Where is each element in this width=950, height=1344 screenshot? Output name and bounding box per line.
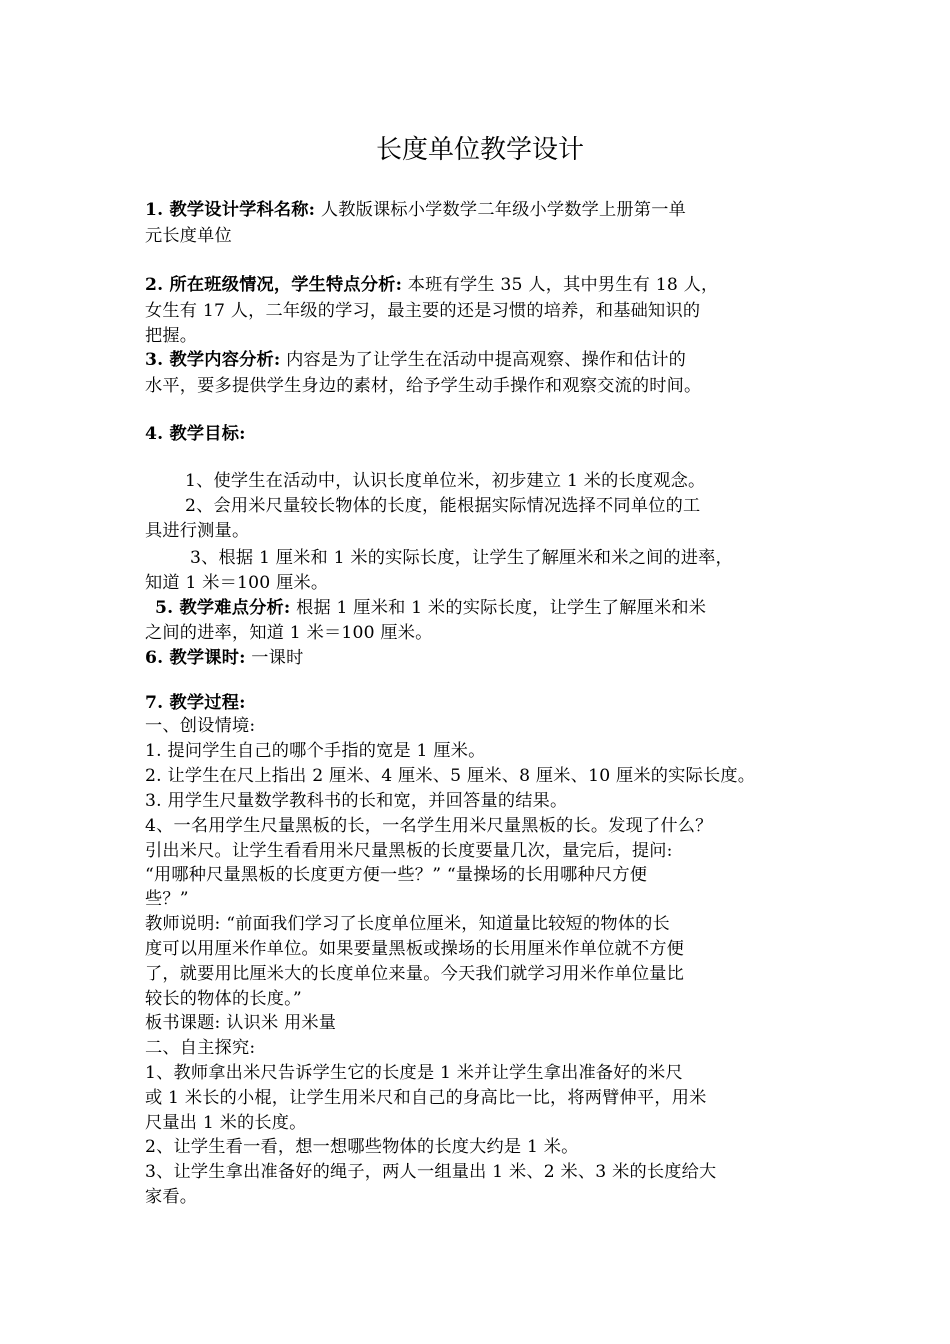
goal-2-line-1: 2、会用米尺量较长物体的长度，能根据实际情况选择不同单位的工 [185, 496, 701, 516]
goal-3-line-2: 知道 1 米＝100 厘米。 [145, 573, 329, 593]
section-1-label: 1. 教学设计学科名称: [145, 200, 316, 220]
part-2-item-1-line-1: 1、教师拿出米尺告诉学生它的长度是 1 米并让学生拿出准备好的米尺 [145, 1063, 683, 1083]
teacher-note-line-2: 度可以用厘米作单位。如果要量黑板或操场的长用厘米作单位就不方便 [145, 939, 685, 959]
part-1-heading: 一、创设情境: [145, 716, 256, 736]
section-3-line-1 [145, 347, 815, 373]
teacher-note-line-3: 了，就要用比厘米大的长度单位来量。今天我们就学习用米作单位量比 [145, 964, 685, 984]
section-7-heading: 7. 教学过程: [145, 693, 246, 713]
part-1-item-4-line-2: 引出米尺。让学生看看用米尺量黑板的长度要量几次，量完后，提问: [145, 841, 673, 861]
part-1-item-2: 2. 让学生在尺上指出 2 厘米、4 厘米、5 厘米、8 厘米、10 厘米的实际长度。 [145, 766, 756, 786]
teacher-note-line-4: 较长的物体的长度。” [145, 989, 302, 1009]
part-1-item-4-line-1: 4、一名用学生尺量黑板的长，一名学生用米尺量黑板的长。发现了什么？ [145, 816, 713, 836]
section-5-label: 5. 教学难点分析: [155, 598, 291, 618]
board-title: 板书课题: 认识米 用米量 [145, 1013, 337, 1033]
part-2-item-3-line-1: 3、让学生拿出准备好的绳子，两人一组量出 1 米、2 米、3 米的长度给大 [145, 1162, 717, 1182]
section-2-text: 本班有学生 35 人，其中男生有 18 人， [402, 275, 719, 295]
part-1-item-1: 1. 提问学生自己的哪个手指的宽是 1 厘米。 [145, 741, 486, 761]
section-5-line-2: 之间的进率，知道 1 米＝100 厘米。 [145, 623, 433, 643]
goal-1: 1、使学生在活动中，认识长度单位米，初步建立 1 米的长度观念。 [185, 471, 706, 491]
part-2-item-2: 2、让学生看一看，想一想哪些物体的长度大约是 1 米。 [145, 1137, 579, 1157]
section-5-line-1 [145, 595, 815, 621]
part-1-item-4-line-4: 些？” [145, 889, 189, 909]
part-2-item-3-line-2: 家看。 [145, 1187, 198, 1207]
part-2-item-1-line-3: 尺量出 1 米的长度。 [145, 1113, 307, 1133]
section-4-heading: 4. 教学目标: [145, 424, 246, 444]
part-2-item-1-line-2: 或 1 米长的小棍，让学生用米尺和自己的身高比一比，将两臂伸平，用米 [145, 1088, 707, 1108]
section-3-line-2: 水平，要多提供学生身边的素材，给予学生动手操作和观察交流的时间。 [145, 376, 702, 396]
section-3-label: 3. 教学内容分析: [145, 350, 281, 370]
section-1-line-1 [145, 197, 815, 223]
section-6-label: 6. 教学课时: [145, 648, 246, 668]
section-5-text: 根据 1 厘米和 1 米的实际长度，让学生了解厘米和米 [290, 598, 707, 618]
goal-3-line-1: 3、根据 1 厘米和 1 米的实际长度，让学生了解厘米和米之间的进率， [190, 548, 733, 568]
section-1-text: 人教版课标小学数学二年级小学数学上册第一单 [315, 200, 686, 220]
section-2-label: 2. 所在班级情况，学生特点分析: [145, 275, 403, 295]
document-title: 长度单位教学设计 [375, 135, 584, 165]
section-6-line [145, 645, 815, 671]
part-1-item-3: 3. 用学生尺量数学教科书的长和宽，并回答量的结果。 [145, 791, 568, 811]
section-2-line-2: 女生有 17 人，二年级的学习，最主要的还是习惯的培养，和基础知识的 [145, 301, 701, 321]
teacher-note-line-1: 教师说明: “前面我们学习了长度单位厘米，知道量比较短的物体的长 [145, 914, 670, 934]
section-2-line-1 [145, 272, 815, 298]
section-1-line-2: 元长度单位 [145, 226, 232, 246]
part-1-item-4-line-3: “用哪种尺量黑板的长度更方便一些？” “量操场的长用哪种尺方便 [145, 865, 648, 885]
goal-2-line-2: 具进行测量。 [145, 521, 250, 541]
section-6-text: 一课时 [245, 648, 304, 668]
section-2-line-3: 把握。 [145, 326, 198, 346]
part-2-heading: 二、自主探究: [145, 1038, 256, 1058]
section-3-text: 内容是为了让学生在活动中提高观察、操作和估计的 [280, 350, 686, 370]
